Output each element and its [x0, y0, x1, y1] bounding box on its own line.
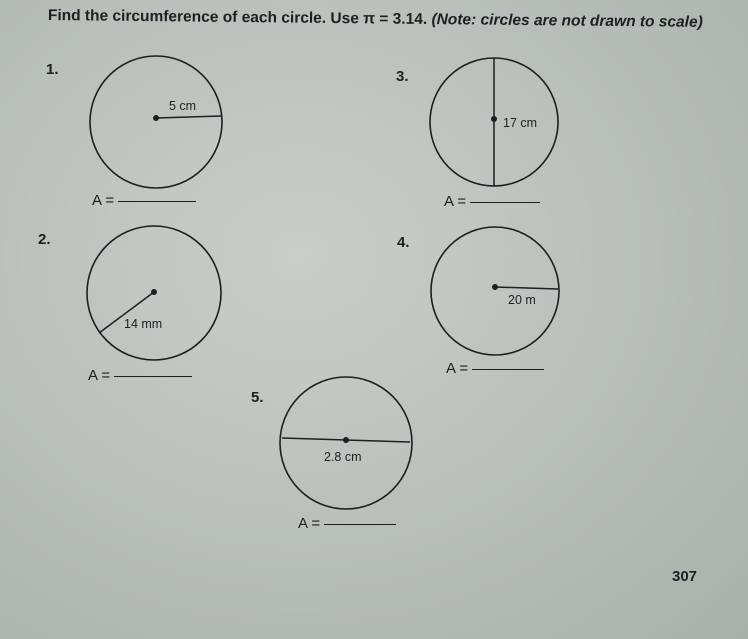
answer-3 [444, 193, 540, 210]
answer-5-label: A = [298, 515, 321, 532]
circle-3-measure: 17 cm [503, 116, 538, 130]
problem-3-number: 3. [396, 68, 409, 85]
answer-4-blank[interactable] [472, 369, 544, 370]
answer-5 [298, 515, 396, 532]
page-number: 307 [672, 568, 698, 585]
circle-3-figure [430, 58, 558, 186]
instructions-main: Find the circumference of each circle. Use π = 3.14. [47, 6, 428, 28]
circle-1-measure: 5 cm [169, 99, 197, 113]
circle-4-figure [431, 227, 559, 355]
answer-1-label: A = [92, 192, 115, 209]
answer-1-blank[interactable] [118, 201, 196, 202]
answer-3-blank[interactable] [470, 202, 540, 203]
problem-5-number: 5. [251, 389, 264, 406]
circle-5-measure: 2.8 cm [324, 450, 362, 464]
circle-4-measure: 20 m [508, 293, 536, 307]
answer-2-label: A = [88, 367, 111, 384]
circle-1-figure [90, 56, 222, 188]
answer-3-label: A = [444, 193, 467, 210]
instructions-note: (Note: circles are not drawn to scale) [431, 11, 703, 31]
answer-2-blank[interactable] [114, 376, 192, 377]
answer-4-label: A = [446, 360, 469, 377]
problem-1-number: 1. [46, 61, 59, 78]
problem-2-number: 2. [38, 231, 51, 248]
circle-2-measure: 14 mm [124, 317, 163, 331]
answer-2 [88, 367, 192, 384]
answer-1 [92, 192, 196, 209]
circle-2-figure [87, 226, 221, 360]
answer-5-blank[interactable] [324, 524, 396, 525]
answer-4 [446, 360, 544, 377]
problem-4-number: 4. [397, 234, 410, 251]
circle-5-figure [280, 377, 412, 509]
